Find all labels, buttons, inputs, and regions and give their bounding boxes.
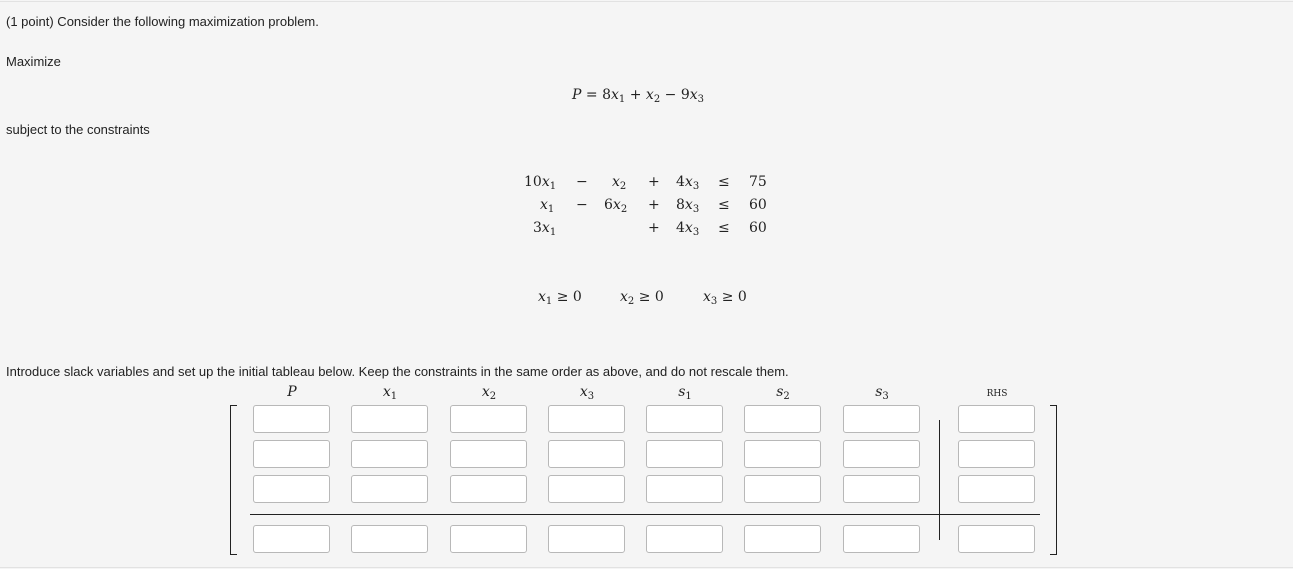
instructions-text: Introduce slack variables and set up the initial tableau below. Keep the constraints in the same order as above, and do not rescale them. <box>6 364 789 379</box>
c1-op-2: + <box>648 174 660 190</box>
tableau-header-rhs: RHS <box>986 389 1008 399</box>
c2-var-x1: x <box>540 197 548 213</box>
nonneg-x1: $x_1 \ge 0$ <box>538 289 582 307</box>
tableau-cell[interactable] <box>744 405 821 433</box>
objective-sub-2: 2 <box>653 94 661 105</box>
tableau-cell[interactable] <box>548 440 625 468</box>
tableau-cell[interactable] <box>253 405 330 433</box>
c1-relation: ≤ <box>718 174 730 190</box>
tableau-objective-cell[interactable] <box>351 525 428 553</box>
bottom-divider <box>0 567 1293 568</box>
tableau-objective-cell[interactable] <box>548 525 625 553</box>
c2-coef-x3: 8 <box>676 197 685 213</box>
tableau-cell[interactable] <box>646 405 723 433</box>
tableau-header-x1: $x_1$ <box>382 384 398 402</box>
tableau-header-P: P <box>287 384 297 400</box>
c1-coef-x1: 10 <box>524 174 542 190</box>
problem-header: (1 point) Consider the following maximization problem. <box>6 14 319 29</box>
c3-var-x1: x <box>541 220 550 236</box>
c2-sub-x1: 1 <box>547 204 555 215</box>
rhs-column-separator <box>939 420 940 540</box>
c1-rhs: 75 <box>749 174 767 190</box>
c2-op-1: − <box>576 197 588 213</box>
c3-coef-x3: 4 <box>676 220 685 236</box>
tableau-rhs-cell[interactable] <box>958 525 1035 553</box>
c3-var-x3: x <box>684 220 693 236</box>
tableau-rhs-cell[interactable] <box>958 475 1035 503</box>
tableau-cell[interactable] <box>548 475 625 503</box>
c3-coef-x1: 3 <box>533 220 542 236</box>
tableau-cell[interactable] <box>351 475 428 503</box>
c2-rhs: 60 <box>749 197 767 213</box>
c2-var-x3: x <box>684 197 693 213</box>
objective-sub-3: 3 <box>697 94 705 105</box>
c2-relation: ≤ <box>718 197 730 213</box>
tableau-objective-cell[interactable] <box>744 525 821 553</box>
tableau-cell[interactable] <box>450 440 527 468</box>
objective-coef-1: 8 <box>602 87 611 103</box>
objective-var-2: x <box>645 87 654 103</box>
c1-sub-x3: 3 <box>692 181 700 192</box>
c2-sub-x2: 2 <box>620 204 628 215</box>
tableau-cell[interactable] <box>450 475 527 503</box>
objective-var-1: x <box>610 87 619 103</box>
c2-coef-x2: 6 <box>604 197 613 213</box>
c2-sub-x3: 3 <box>692 204 700 215</box>
tableau-cell[interactable] <box>351 440 428 468</box>
tableau-cell[interactable] <box>253 475 330 503</box>
c1-coef-x3: 4 <box>676 174 685 190</box>
tableau-cell[interactable] <box>843 405 920 433</box>
c2-var-x2: x <box>612 197 621 213</box>
c2-op-2: + <box>648 197 660 213</box>
objective-row-separator <box>250 514 1040 515</box>
c1-var-x2: x <box>612 174 620 190</box>
tableau-cell[interactable] <box>646 440 723 468</box>
c1-var-x1: x <box>541 174 550 190</box>
c1-sub-x1: 1 <box>549 181 557 192</box>
tableau-cell[interactable] <box>351 405 428 433</box>
c3-op-2: + <box>648 220 660 236</box>
objective-P: P <box>572 87 582 103</box>
tableau-cell[interactable] <box>548 405 625 433</box>
objective-eq: = <box>585 87 598 103</box>
tableau-cell[interactable] <box>253 440 330 468</box>
tableau-cell[interactable] <box>843 440 920 468</box>
tableau-cell[interactable] <box>744 440 821 468</box>
c1-var-x3: x <box>684 174 693 190</box>
tableau-cell[interactable] <box>450 405 527 433</box>
objective-coef-3: 9 <box>680 87 690 103</box>
tableau-header-s1: $s_1$ <box>678 384 692 402</box>
objective-function <box>572 87 704 105</box>
objective-op-2: + <box>629 87 642 103</box>
maximize-label: Maximize <box>6 54 61 69</box>
tableau-cell[interactable] <box>843 475 920 503</box>
nonneg-x2: $x_2 \ge 0$ <box>620 289 664 307</box>
c1-op-1: − <box>576 174 588 190</box>
c3-rhs: 60 <box>749 220 767 236</box>
c3-sub-x3: 3 <box>692 227 700 238</box>
objective-var-3: x <box>689 87 698 103</box>
tableau-cell[interactable] <box>744 475 821 503</box>
objective-op-3: − <box>664 87 677 103</box>
tableau-objective-cell[interactable] <box>843 525 920 553</box>
tableau-objective-cell[interactable] <box>253 525 330 553</box>
tableau-objective-cell[interactable] <box>450 525 527 553</box>
tableau-rhs-cell[interactable] <box>958 405 1035 433</box>
tableau-header-s3: $s_3$ <box>875 384 889 402</box>
matrix-left-bracket <box>230 405 237 555</box>
objective-sub-1: 1 <box>618 94 626 105</box>
tableau-rhs-cell[interactable] <box>958 440 1035 468</box>
nonneg-x3: $x_3 \ge 0$ <box>703 289 747 307</box>
constraints-label: subject to the constraints <box>6 122 150 137</box>
tableau-header-x3: $x_3$ <box>579 384 595 402</box>
tableau-objective-cell[interactable] <box>646 525 723 553</box>
matrix-right-bracket <box>1050 405 1057 555</box>
c3-relation: ≤ <box>718 220 730 236</box>
top-divider <box>0 1 1293 2</box>
tableau-header-s2: $s_2$ <box>776 384 790 402</box>
tableau-header-x2: $x_2$ <box>481 384 497 402</box>
tableau-cell[interactable] <box>646 475 723 503</box>
c3-sub-x1: 1 <box>549 227 557 238</box>
c1-sub-x2: 2 <box>619 181 627 192</box>
